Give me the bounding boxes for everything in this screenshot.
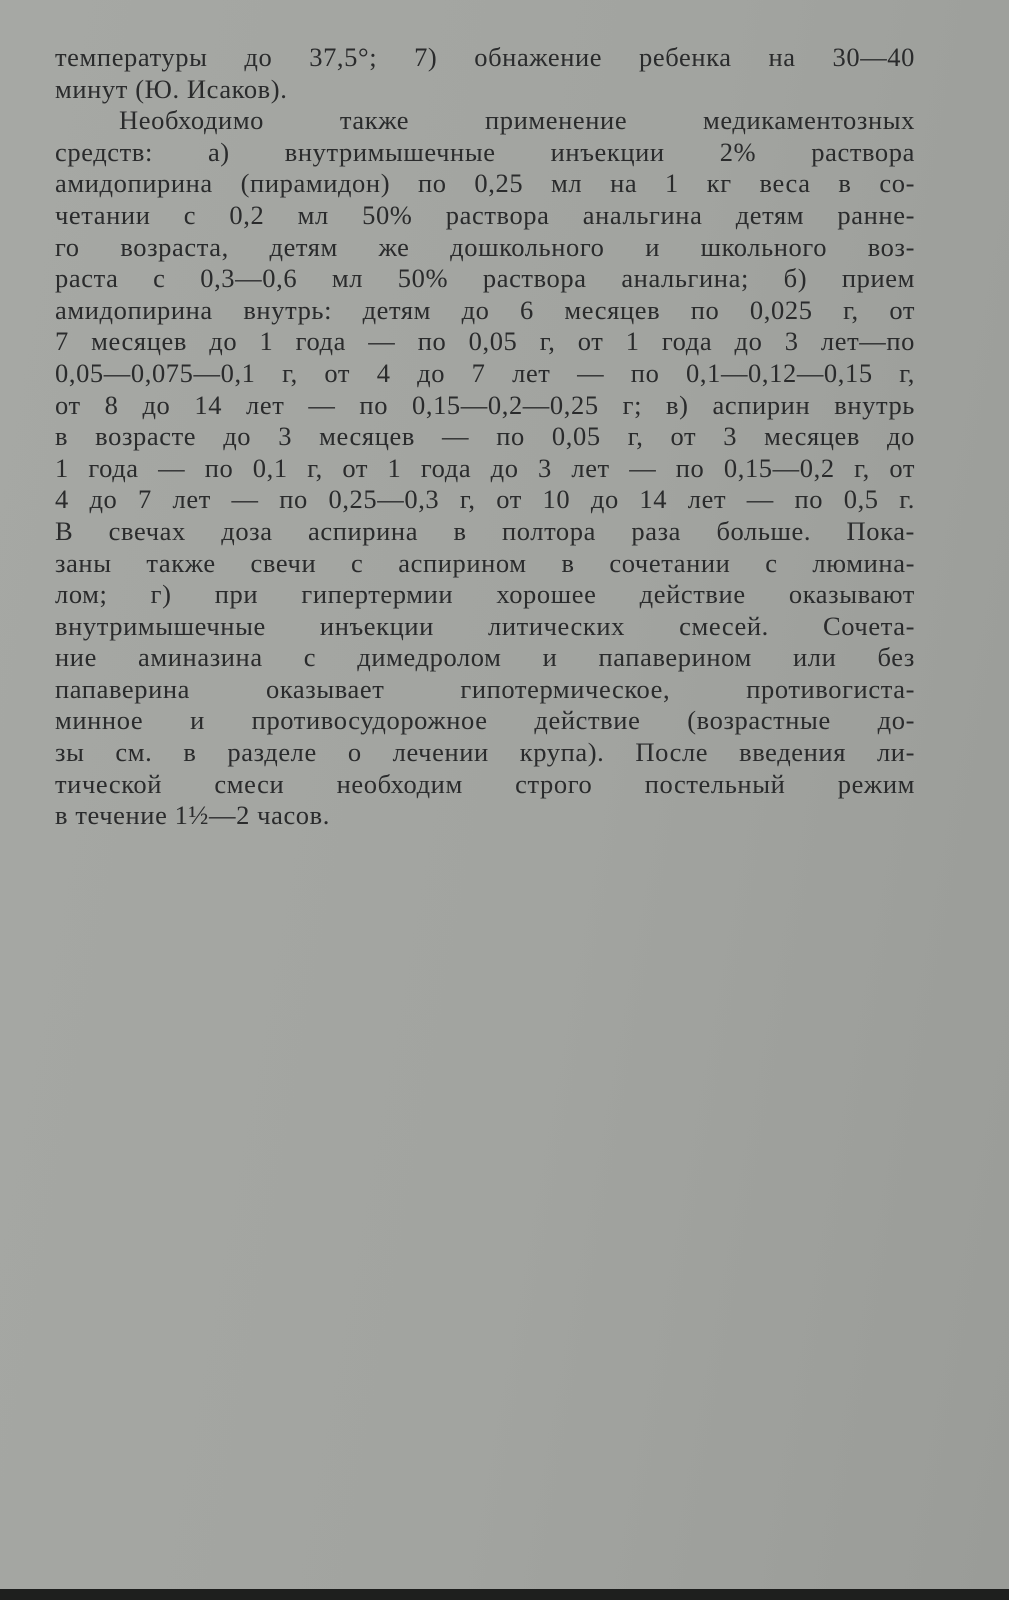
text-line: лом; г) при гипертермии хорошее действие оказывают (55, 579, 915, 610)
text-line: от 8 до 14 лет — по 0,15—0,2—0,25 г; в) аспирин внутрь (55, 389, 915, 420)
text-line: внутримышечные инъекции литических смесей. Сочета- (55, 610, 915, 641)
text-line: средств: а) внутримышечные инъекции 2% раствора (55, 136, 915, 167)
text-line: заны также свечи с аспирином в сочетании с люмина- (55, 547, 915, 578)
text-line: тической смеси необходим строго постельный режим (55, 768, 915, 799)
text-line: го возраста, детям же дошкольного и школьного воз- (55, 231, 915, 262)
text-line: в возрасте до 3 месяцев — по 0,05 г, от 3 месяцев до (55, 421, 915, 452)
body-text (55, 42, 915, 832)
text-line: 7 месяцев до 1 года — по 0,05 г, от 1 года до 3 лет—по (55, 326, 915, 357)
text-line: раста с 0,3—0,6 мл 50% раствора анальгина; б) прием (55, 263, 915, 294)
text-line: Необходимо также применение медикаментозных (119, 105, 915, 136)
scan-bottom-edge (0, 1589, 1009, 1600)
text-line: в течение 1½—2 часов. (55, 800, 330, 831)
text-line: папаверина оказывает гипотермическое, противогиста- (55, 673, 915, 704)
text-line: температуры до 37,5°; 7) обнажение ребенка на 30—40 (55, 42, 915, 72)
text-line: амидопирина внутрь: детям до 6 месяцев по 0,025 г, от (55, 294, 915, 325)
text-line: минут (Ю. Исаков). (55, 73, 288, 104)
text-line: 1 года — по 0,1 г, от 1 года до 3 лет — по 0,15—0,2 г, от (55, 452, 915, 483)
text-line: четании с 0,2 мл 50% раствора анальгина детям ранне- (55, 199, 915, 230)
text-line: В свечах доза аспирина в полтора раза больше. Пока- (55, 515, 915, 546)
text-line: минное и противосудорожное действие (возрастные до- (55, 705, 915, 736)
text-line: амидопирина (пирамидон) по 0,25 мл на 1 кг веса в со- (55, 168, 915, 199)
text-line: 4 до 7 лет — по 0,25—0,3 г, от 10 до 14 лет — по 0,5 г. (55, 484, 915, 515)
text-line: ние аминазина с димедролом и папаверином или без (55, 642, 915, 673)
text-line: 0,05—0,075—0,1 г, от 4 до 7 лет — по 0,1—0,12—0,15 г, (55, 357, 915, 388)
text-line: зы см. в разделе о лечении крупа). После введения ли- (55, 737, 915, 768)
